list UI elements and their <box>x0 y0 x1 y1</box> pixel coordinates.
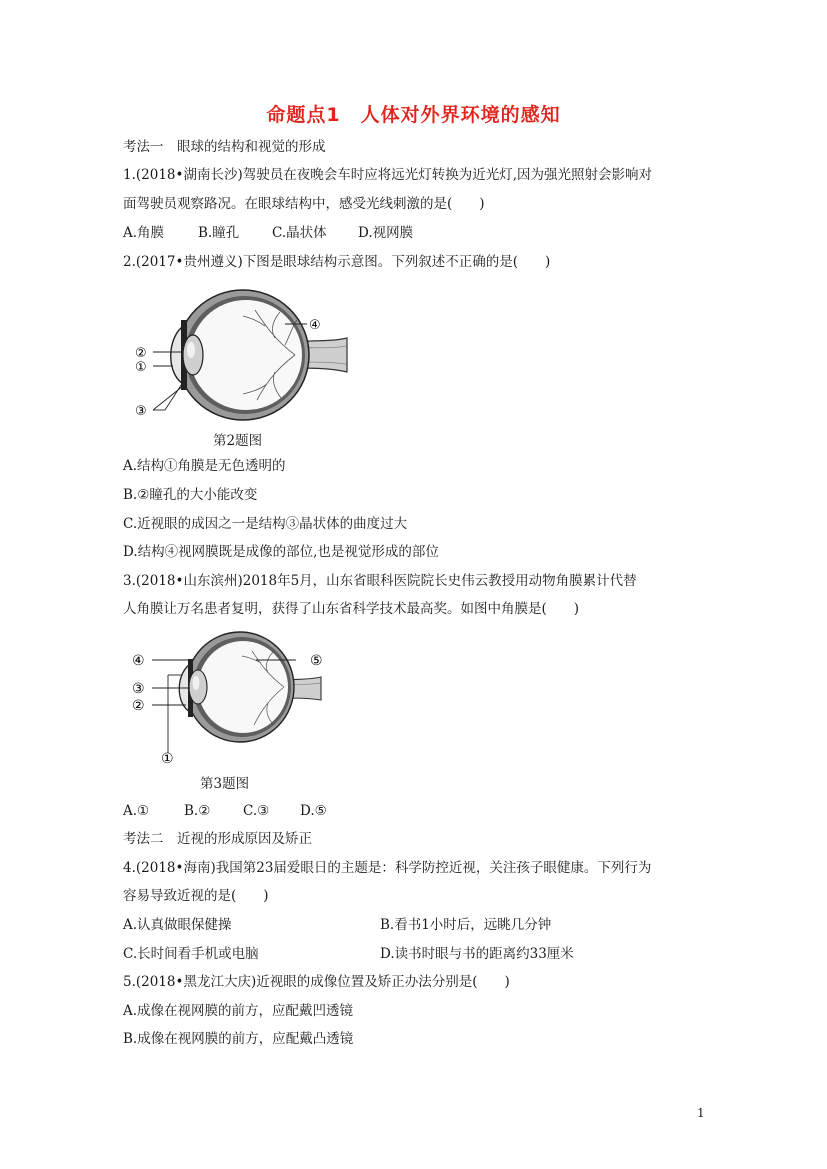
q4-option-d: D.读书时眼与书的距离约33厘米 <box>380 946 574 962</box>
q2-label-4: ④ <box>309 318 321 333</box>
section-heading-1: 考法一 眼球的结构和视觉的形成 <box>123 139 326 155</box>
q3-label-4: ④ <box>132 653 145 669</box>
eye-diagram-q3 <box>128 625 338 770</box>
q3-label-5: ⑤ <box>310 653 323 669</box>
q3-label-2: ② <box>132 698 145 714</box>
q4-stem-line2: 容易导致近视的是( ) <box>123 888 269 904</box>
section-heading-2: 考法二 近视的形成原因及矫正 <box>123 831 312 847</box>
page-title: 命题点1 人体对外界环境的感知 <box>266 104 561 126</box>
q4-stem-line1: 4.(2018•海南)我国第23届爱眼日的主题是：科学防控近视，关注孩子眼健康。下列行为 <box>123 860 652 876</box>
q1-option-d: D.视网膜 <box>358 225 414 241</box>
q1-option-b: B.瞳孔 <box>198 225 240 241</box>
eye-diagram-q2 <box>125 280 365 425</box>
page-number: 1 <box>697 1106 705 1120</box>
q2-label-2: ② <box>135 346 147 361</box>
eyeball-illustration <box>171 290 347 420</box>
eyeball-illustration <box>179 632 321 742</box>
q2-option-c: C.近视眼的成因之一是结构③晶状体的曲度过大 <box>123 516 408 532</box>
q1-stem-line2: 面驾驶员观察路况。在眼球结构中，感受光线刺激的是( ) <box>123 196 485 212</box>
q3-option-a: A.① <box>123 803 150 819</box>
q2-option-d: D.结构④视网膜既是成像的部位,也是视觉形成的部位 <box>123 544 439 560</box>
q2-label-3: ③ <box>135 404 147 419</box>
q1-option-c: C.晶状体 <box>272 225 327 241</box>
q3-option-b: B.② <box>184 803 211 819</box>
q1-option-a: A.角膜 <box>123 225 165 241</box>
q2-figure-caption: 第2题图 <box>213 433 263 449</box>
q5-option-b: B.成像在视网膜的前方，应配戴凸透镜 <box>123 1031 354 1047</box>
q2-stem: 2.(2017•贵州遵义)下图是眼球结构示意图。下列叙述不正确的是( ) <box>123 254 551 270</box>
q2-option-a: A.结构①角膜是无色透明的 <box>123 458 286 474</box>
q1-stem-line1: 1.(2018•湖南长沙)驾驶员在夜晚会车时应将远光灯转换为近光灯,因为强光照射会影响对 <box>123 167 653 183</box>
q4-option-c: C.长时间看手机或电脑 <box>123 946 259 962</box>
q4-option-b: B.看书1小时后，远眺几分钟 <box>380 917 552 933</box>
q3-figure-caption: 第3题图 <box>200 776 250 792</box>
q5-option-a: A.成像在视网膜的前方，应配戴凹透镜 <box>123 1003 354 1019</box>
q3-stem-line1: 3.(2018•山东滨州)2018年5月，山东省眼科医院院长史伟云教授用动物角膜累计代替 <box>123 573 637 589</box>
q5-stem: 5.(2018•黑龙江大庆)近视眼的成像位置及矫正办法分别是( ) <box>123 974 510 990</box>
q2-option-b: B.②瞳孔的大小能改变 <box>123 487 258 503</box>
q3-option-c: C.③ <box>243 803 270 819</box>
q4-option-a: A.认真做眼保健操 <box>123 917 232 933</box>
q3-label-1: ① <box>161 751 174 767</box>
q3-label-3: ③ <box>132 681 145 697</box>
q3-stem-line2: 人角膜让万名患者复明，获得了山东省科学技术最高奖。如图中角膜是( ) <box>123 601 580 617</box>
q2-label-1: ① <box>135 360 147 375</box>
q3-option-d: D.⑤ <box>300 803 327 819</box>
